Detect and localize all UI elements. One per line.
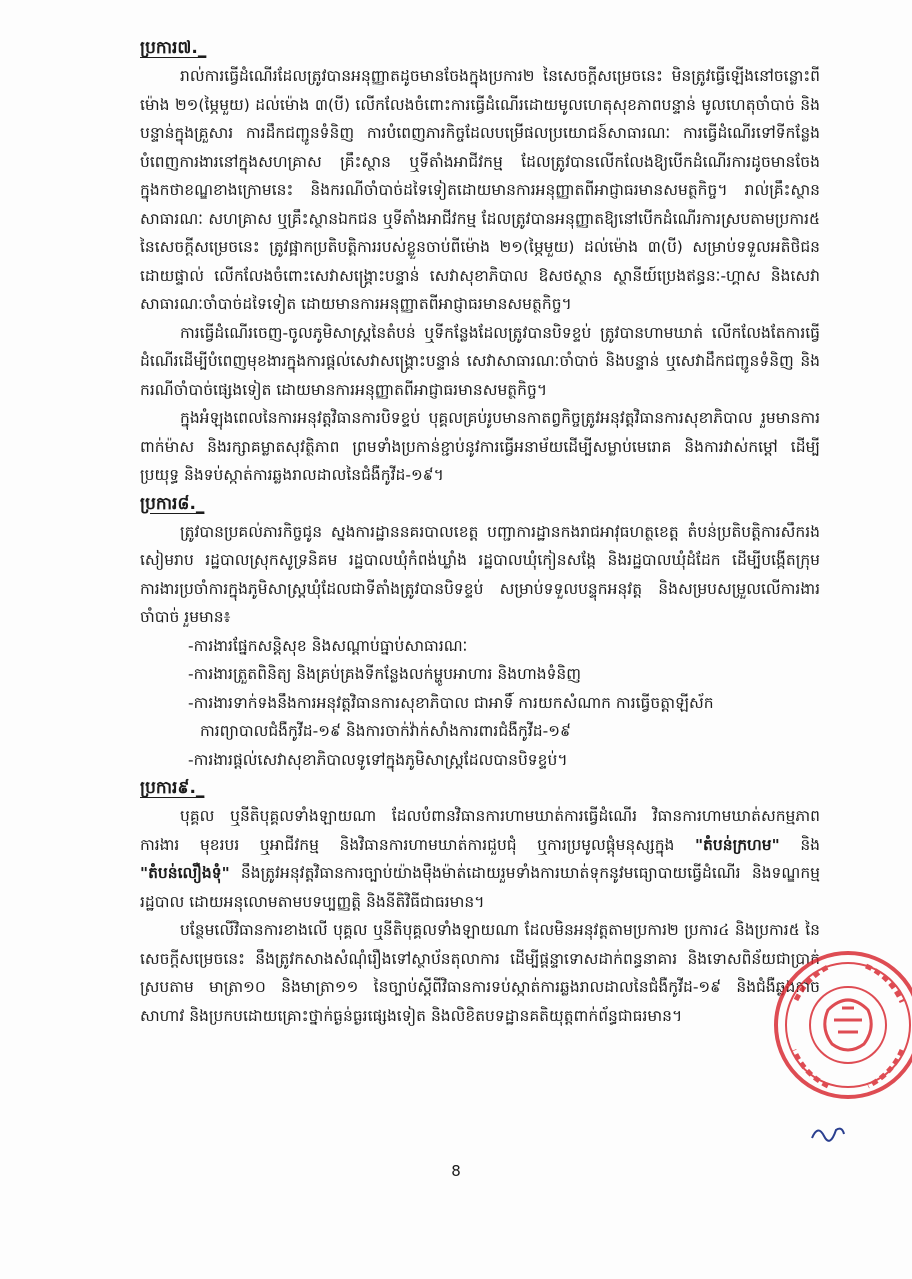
seal-icon [768, 940, 912, 1110]
article-9-paragraph-1-start: បុគ្គល ឬនីតិបុគ្គលទាំងឡាយណា ដែលបំពានវិធានការហាមឃាត់ការធ្វើដំណើរ វិធានការហាមឃាត់សកម្មភាពការងារ មុខរបរ ឬអាជីវកម្ម និងវិធានការហាមឃាត់ការជួបជុំ ឬការប្រមូលផ្តុំមនុស្សក្នុង [140, 807, 820, 854]
article-8-list-item-2: -ការងារត្រួតពិនិត្យ និងគ្រប់គ្រងទីកន្លែងលក់ម្ហូបអាហារ និងហាងទំនិញ [188, 665, 582, 683]
article-9-paragraph-1 [140, 802, 820, 916]
article-8-list-item-1: -ការងារផ្នែកសន្តិសុខ និងសណ្តាប់ធ្នាប់សាធារណៈ [188, 636, 468, 655]
article-7-paragraph-1: រាល់ការធ្វើដំណើរដែលត្រូវបានអនុញ្ញាតដូចមានចែងក្នុងប្រការ២ នៃសេចក្តីសម្រេចនេះ មិនត្រូវធ្វើឡើងនៅចន្លោះពីម៉ោង ២១(ម្ភៃមួយ) ដល់ម៉ោង ៣(បី) លើកលែងចំពោះការធ្វើដំណើរដោយមូលហេតុសុខភាពបន្ទាន់ មូលហេតុចាំបាច់ និងបន្ទាន់ក្នុងគ្រួសារ ការដឹកជញ្ជូនទំនិញ ការបំពេញភារកិច្ចដែលបម្រើផលប្រយោជន៍សាធារណៈ ការធ្វើដំណើរទៅទីកន្លែងបំពេញការងារនៅក្នុងសហគ្រាស គ្រឹះស្ថាន ឬទីតាំងអាជីវកម្ម ដែលត្រូវបានលើកលែងឱ្យបើកដំណើរការដូចមានចែងក្នុងកថាខណ្ឌខាងក្រោមនេះ និងករណីចាំបាច់ដទៃទៀតដោយមានការអនុញ្ញាតពីអាជ្ញាធរមានសមត្ថកិច្ច។ រាល់គ្រឹះស្ថានសាធារណៈ សហគ្រាស ឬគ្រឹះស្ថានឯកជន ឬទីតាំងអាជីវកម្ម ដែលត្រូវបានអនុញ្ញាតឱ្យនៅបើកដំណើរការស្របតាមប្រការ៥ នៃសេចក្តីសម្រេចនេះ ត្រូវផ្អាកប្រតិបត្តិការរបស់ខ្លួនចាប់ពីម៉ោង ២១(ម្ភៃមួយ) ដល់ម៉ោង ៣(បី) សម្រាប់ទទួលអតិថិជនដោយផ្ទាល់ លើកលែងចំពោះសេវាសង្គ្រោះបន្ទាន់ សេវាសុខាភិបាល ឱសថស្ថាន ស្ថានីយ៍ប្រេងឥន្ធនៈ-ហ្គាស និងសេវាសាធារណៈចាំបាច់ដទៃទៀត ដោយមានការអនុញ្ញាតពីអាជ្ញាធរមានសមត្ថកិច្ច។ [140, 67, 820, 313]
red-zone-term: "តំបន់ក្រហម" [694, 835, 780, 854]
article-8-list-item-4: -ការងារផ្តល់សេវាសុខាភិបាលទូទៅក្នុងភូមិសាស្ត្រដែលបានបិទខ្ទប់។ [188, 750, 568, 769]
article-7-heading: ប្រការ៧._ [140, 38, 207, 58]
article-7-paragraph-2: ការធ្វើដំណើរចេញ-ចូលភូមិសាស្ត្រនៃតំបន់ ឬទីកន្លែងដែលត្រូវបានបិទខ្ទប់ ត្រូវបានហាមឃាត់ លើកលែងតែការធ្វើដំណើរដើម្បីបំពេញមុខងារក្នុងការផ្តល់សេវាសង្គ្រោះបន្ទាន់ សេវាសាធារណៈចាំបាច់ និងបន្ទាន់ ឬសេវាដឹកជញ្ជូនទំនិញ និងករណីចាំបាច់ផ្សេងទៀត ដោយមានការអនុញ្ញាតពីអាជ្ញាធរមានសមត្ថកិច្ច។ [140, 323, 820, 399]
article-8-list-item-3: -ការងារទាក់ទងនឹងការអនុវត្តវិធានការសុខាភិបាល ជាអាទិ៍ ការយកសំណាក ការធ្វើចត្តាឡីស័ក [188, 693, 714, 712]
article-9-paragraph-1-mid: និង [779, 835, 820, 854]
article-9-heading: ប្រការ៩._ [140, 778, 205, 798]
document-body [140, 34, 820, 1030]
page-number: 8 [451, 1162, 461, 1180]
article-8-paragraph-1: ត្រូវបានប្រគល់ភារកិច្ចជូន ស្នងការដ្ឋាននគរបាលខេត្ត បញ្ជាការដ្ឋានកងរាជអាវុធហត្ថខេត្ត តំបន់ប្រតិបត្តិការសឹករងសៀមរាប រដ្ឋបាលស្រុកសូទ្រនិគម រដ្ឋបាលឃុំកំពង់ឃ្លាំង រដ្ឋបាលឃុំកៀនសង្កែ និងរដ្ឋបាលឃុំដំដែក ដើម្បីបង្កើតក្រុមការងារប្រចាំការក្នុងភូមិសាស្ត្រឃុំដែលជាទីតាំងត្រូវបានបិទខ្ទប់ សម្រាប់ទទួលបន្ទុកអនុវត្ត និងសម្របសម្រួលលើការងារចាំបាច់ រួមមាន៖ [140, 522, 820, 626]
official-seal-stamp [768, 940, 912, 1110]
article-8-list-item-3-continued: ការព្យាបាលជំងឺកូវីដ-១៩ និងការចាក់វ៉ាក់សាំងការពារជំងឺកូវីដ-១៩ [200, 722, 571, 740]
dark-yellow-zone-term: "តំបន់លឿងទុំ" [140, 864, 230, 882]
article-8-heading: ប្រការ៨._ [140, 493, 205, 514]
signature-icon [808, 1118, 848, 1148]
signature-mark [808, 1118, 848, 1148]
article-7-paragraph-3: ក្នុងអំឡុងពេលនៃការអនុវត្តវិធានការបិទខ្ទប់ បុគ្គលគ្រប់រូបមានកាតព្វកិច្ចត្រូវអនុវត្តវិធានការសុខាភិបាល រួមមានការពាក់ម៉ាស និងរក្សាគម្លាតសុវត្ថិភាព ព្រមទាំងប្រកាន់ខ្ជាប់នូវការធ្វើអនាម័យដើម្បីសម្លាប់មេរោគ និងការវាស់កម្តៅ ដើម្បីប្រយុទ្ធ និងទប់ស្កាត់ការឆ្លងរាលដាលនៃជំងឺកូវីដ-១៩។ [140, 409, 820, 484]
article-9-paragraph-2: បន្ថែមលើវិធានការខាងលើ បុគ្គល ឬនីតិបុគ្គលទាំងឡាយណា ដែលមិនអនុវត្តតាមប្រការ២ ប្រការ៤ និងប្រការ៥ នៃសេចក្តីសម្រេចនេះ នឹងត្រូវកសាងសំណុំរឿងទៅស្ថាប័នតុលាការ ដើម្បីផ្តន្ទាទោសដាក់ពន្ធនាគារ និងទោសពិន័យជាប្រាក់ស្របតាម មាត្រា១០ និងមាត្រា១១ នៃច្បាប់ស្តីពីវិធានការទប់ស្កាត់ការឆ្លងរាលដាលនៃជំងឺកូវីដ-១៩ និងជំងឺឆ្លងកាចសាហាវ និងប្រកបដោយគ្រោះថ្នាក់ធ្ងន់ធ្ងរផ្សេងទៀត និងលិខិតបទដ្ឋានគតិយុត្តពាក់ព័ន្ធជាធរមាន។ [140, 921, 820, 1025]
article-9-paragraph-1-end: នឹងត្រូវអនុវត្តវិធានការច្បាប់យ៉ាងម៉ឺងម៉ាត់ដោយរួមទាំងការឃាត់ទុកនូវមធ្យោបាយធ្វើដំណើរ និងទណ្ឌកម្មរដ្ឋបាល ដោយអនុលោមតាមបទប្បញ្ញត្តិ និងនីតិវិធីជាធរមាន។ [140, 864, 820, 911]
